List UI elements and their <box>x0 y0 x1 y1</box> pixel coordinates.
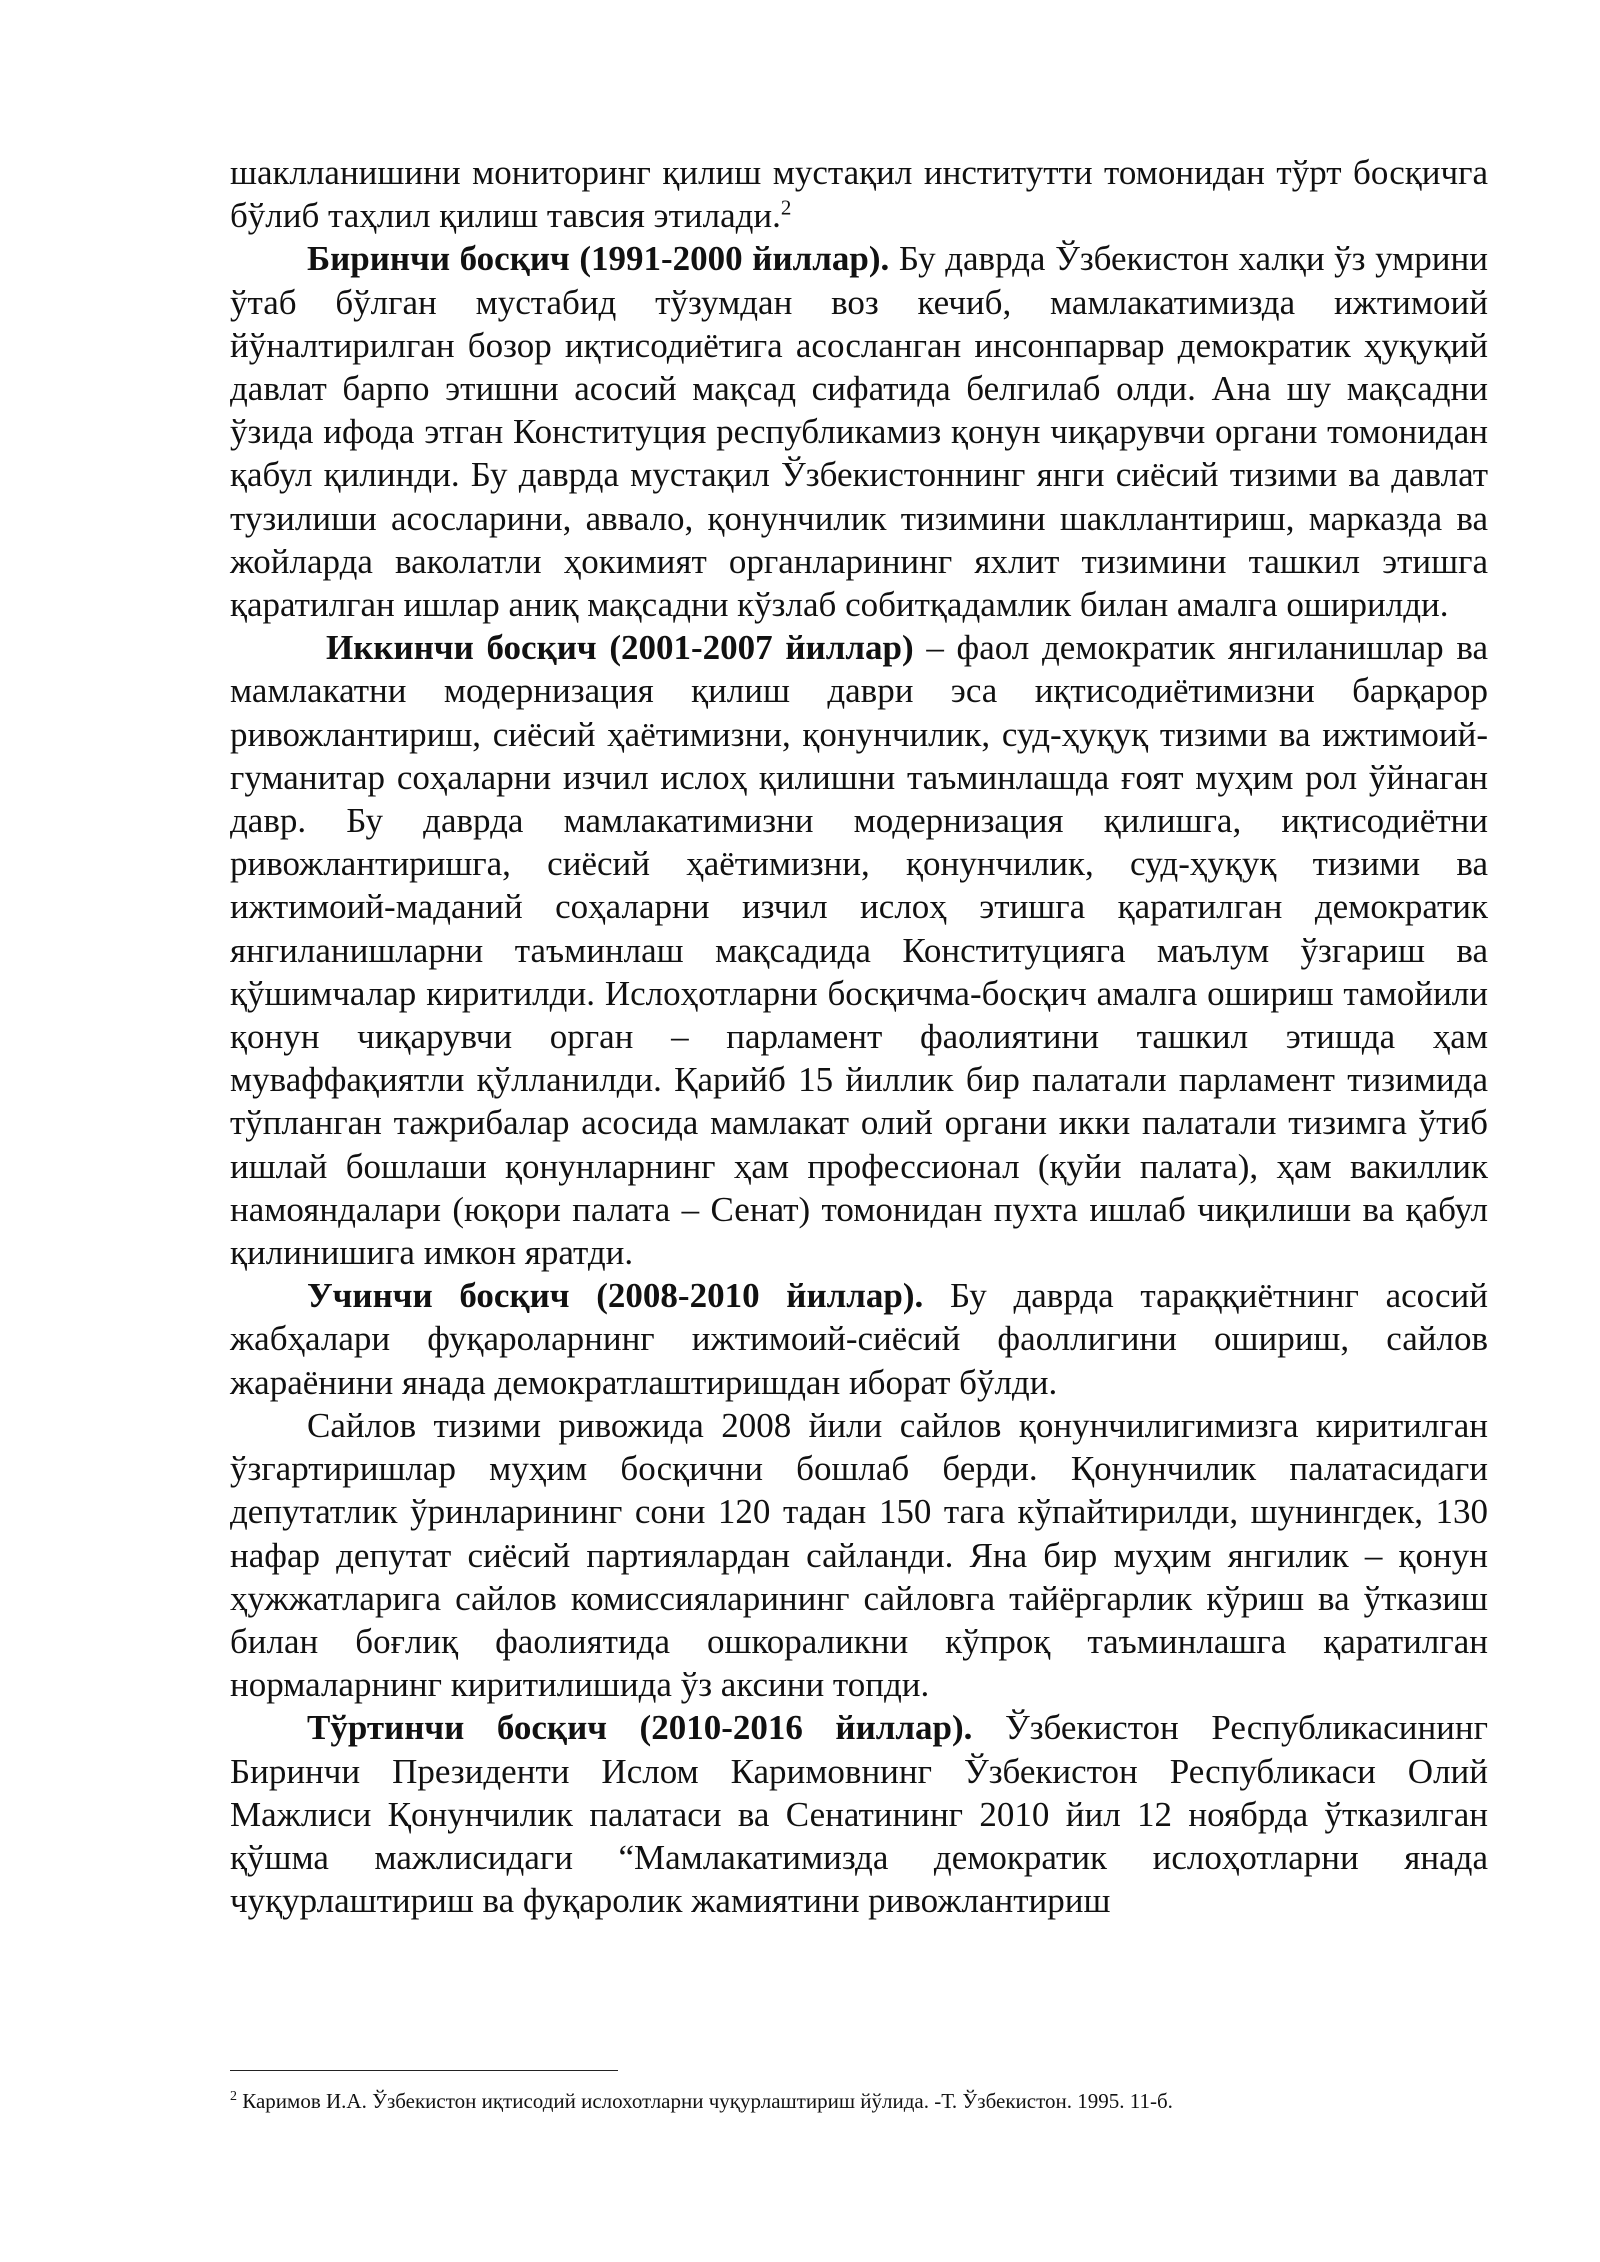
footnote <box>230 2087 1488 2115</box>
paragraph-intro <box>230 151 1488 237</box>
stage-4-heading: Тўртинчи босқич (2010-2016 йиллар). <box>307 1708 973 1748</box>
paragraph-stage-2 <box>230 626 1488 1274</box>
body-text <box>230 151 1488 1922</box>
paragraph-elections <box>230 1404 1488 1706</box>
footnote-text: Каримов И.А. Ўзбекистон иқтисодий ислохотларни чуқурлаштириш йўлида. -Т. Ўзбекистон. 1995. 11-б. <box>237 2089 1173 2113</box>
stage-1-heading: Биринчи босқич (1991-2000 йиллар). <box>307 239 890 279</box>
paragraph-stage-3 <box>230 1274 1488 1404</box>
stage-3-heading: Учинчи босқич (2008-2010 йиллар). <box>307 1276 924 1316</box>
stage-4-text: Ўзбекистон Республикасининг Биринчи Президенти Ислом Каримовнинг Ўзбекистон Республикаси Олий Мажлиси Қонунчилик палатаси ва Сенатининг 2010 йил 12 ноябрда ўтказилган қўшма мажлисидаги “Мамлакатимизда демократик ислоҳотларни янада чуқурлаштириш ва фуқаролик жамиятини ривожлантириш <box>230 1708 1488 1921</box>
stage-2-text: – фаол демократик янгиланишлар ва мамлакатни модернизация қилиш даври эса иқтисодиётимизни барқарор ривожлантириш, сиёсий ҳаётимизни, қонунчилик, суд-ҳуқуқ тизими ва ижтимоий-гуманитар соҳаларни изчил ислоҳ қилишни таъминлашда ғоят муҳим рол ўйнаган давр. Бу даврда мамлакатимизни модернизация қилишга, иқтисодиётни ривожлантиришга, сиёсий ҳаётимизни, қонунчилик, суд-ҳуқуқ тизими ва ижтимоий-маданий соҳаларни изчил ислоҳ этишга қаратилган демократик янгиланишларни таъминлаш мақсадида Конституцияга маълум ўзгариш ва қўшимчалар киритилди. Ислоҳотларни босқичма-босқич амалга ошириш тамойили қонун чиқарувчи орган – парламент фаолиятини ташкил этишда ҳам муваффақиятли қўлланилди. Қарийб 15 йиллик бир палатали парламент тизимида тўпланган тажрибалар асосида мамлакат олий органи икки палатали тизимга ўтиб ишлай бошлаши қонунларнинг ҳам профессионал (қуйи палата), ҳам вакиллик намояндалари (юқори палата – Сенат) томонидан пухта ишлаб чиқилиши ва қабул қилинишига имкон яратди. <box>230 628 1488 1273</box>
paragraph-intro-text: шаклланишини мониторинг қилиш мустақил институтти томонидан тўрт босқичга бўлиб таҳлил қилиш тавсия этилади. <box>230 153 1488 236</box>
footnote-reference: 2 <box>780 195 792 220</box>
stage-1-text: Бу даврда Ўзбекистон халқи ўз умрини ўтаб бўлган мустабид тўзумдан воз кечиб, мамлакатимизда ижтимоий йўналтирилган бозор иқтисодиётига асосланган инсонпарвар демократик ҳуқуқий давлат барпо этишни асосий мақсад сифатида белгилаб олди. Ана шу мақсадни ўзида ифода этган Конституция республикамиз қонун чиқарувчи органи томонидан қабул қилинди. Бу даврда мустақил Ўзбекистоннинг янги сиёсий тизими ва давлат тузилиши асосларини, аввало, қонунчилик тизимини шакллантириш, марказда ва жойларда ваколатли ҳокимият органларининг яхлит тизимини ташкил этишга қаратилган ишлар аниқ мақсадни кўзлаб собитқадамлик билан амалга оширилди. <box>230 239 1488 625</box>
paragraph-stage-1 <box>230 237 1488 626</box>
stage-3-text: Бу даврда тараққиётнинг асосий жабҳалари фуқароларнинг ижтимоий-сиёсий фаоллигини ошириш, сайлов жараёнини янада демократлаштиришдан иборат бўлди. <box>230 1276 1489 1402</box>
footnote-marker: 2 <box>230 2089 237 2104</box>
paragraph-stage-4 <box>230 1706 1488 1922</box>
footnote-separator <box>230 2070 618 2071</box>
stage-2-heading: Иккинчи босқич (2001-2007 йиллар) <box>326 628 914 668</box>
elections-text: Сайлов тизими ривожида 2008 йили сайлов қонунчилигимизга киритилган ўзгартиришлар муҳим босқични бошлаб берди. Қонунчилик палатасидаги депутатлик ўринларининг сони 120 тадан 150 тага кўпайтирилди, шунингдек, 130 нафар депутат сиёсий партиялардан сайланди. Яна бир муҳим янгилик – қонун ҳужжатларига сайлов комиссияларининг сайловга тайёргарлик кўриш ва ўтказиш билан боғлиқ фаолиятида ошкораликни кўпроқ таъминлашга қаратилган нормаларнинг киритилишида ўз аксини топди. <box>230 1405 1488 1705</box>
